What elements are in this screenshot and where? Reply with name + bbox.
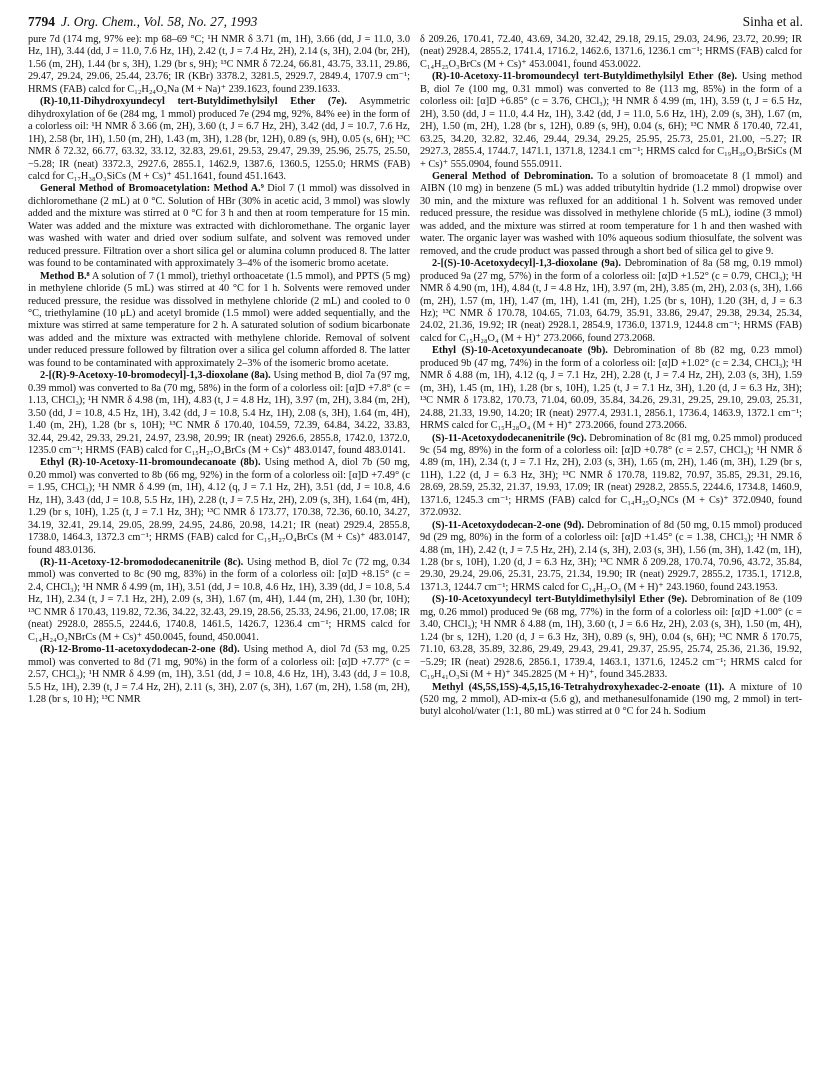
paragraph-body: Using method A, diol 7d (53 mg, 0.25 mmol) was converted to 8d (71 mg, 90%) in the form of a colorless oil: [α]D +7.77° (c = 2.57, CHCl₃); ¹H NMR δ 4.99 (m, 1H), 3.51 (dd, J = 10.8, 4.6 Hz, 1H), 3.43 (dd, J = 10.8, 5.5 Hz, 1H), 2.39 (t, J = 7.4 Hz, 2H), 2.11 (s, 3H), 2.07 (s, 3H), 1.67 (m, 2H), 1.58 (m, 2H), 1.28 (br s, 10 H); ¹³C NMR	[28, 644, 410, 706]
paragraph	[28, 644, 410, 706]
paragraph	[420, 71, 802, 171]
paragraph-body: Diol 7 (1 mmol) was dissolved in dichloromethane (2 mL) at 0 °C. Solution of HBr (30% in acetic acid, 3 mmol) was slowly added and the mixture was stirred at 0 °C for 3 h and then at room temperature for 15 min. Water was added and the mixture was extracted with dichloromethane. The organic layer was washed with water and dried over sodium sulfate, and solvent was removed under reduced pressure. Filtration over a short silica gel or alumina column produced 8. The latter was found to be contaminated with approximately 3–4% of the isomeric bromo acetate.	[28, 183, 410, 270]
paragraph-body: A solution of 7 (1 mmol), triethyl orthoacetate (1.5 mmol), and PPTS (5 mg) in methylene chloride (5 mL) was stirred at 40 °C for 1 h. Solvents were removed under reduced pressure, the residue was dissolved in methylene chloride (2 mL) and cooled to 0 °C, triethylamine (10 μL) and acetyl bromide (1.5 mmol) were added sequentially, and the mixture was stirred at same temperature for 2 h. A saturated solution of sodium bicarbonate was added and the mixture was extracted with methylene chloride. Removal of solvent under reduced pressure followed by filtration over a silica gel column afforded 8. The latter was found to be contaminated with approximately 2–3% of the isomeric bromo acetate.	[28, 270, 410, 369]
paragraph	[420, 433, 802, 520]
paragraph-heading: General Method of Debromination.	[432, 170, 594, 182]
paragraph-body: Debromination of 8b (82 mg, 0.23 mmol) produced 9b (47 mg, 74%) in the form of a colorless oil: [α]D +1.02° (c = 2.34, CHCl₃); ¹H NMR δ 4.88 (m, 1H), 4.12 (q, J = 7.1 Hz, 2H), 2.28 (t, J = 7.4 Hz, 2H), 2.03 (s, 3H), 1.59 (m, 3H), 1.45 (m, 1H), 1.28 (br s, 10H), 1.25 (t, J = 7.1 Hz, 3H), 1.20 (d, J = 6.3 Hz, 3H); ¹³C NMR δ 173.82, 170.73, 71.04, 60.09, 35.84, 34.26, 29.31, 29.25, 29.10, 29.03, 25.31, 24.88, 21.33, 19.90, 14.20; IR (neat) 2977.4, 2931.1, 2856.1, 1736.4, 1463.9, 1372.1 cm⁻¹; HRMS calcd for C₁₅H₂₈O₄ (M + H)⁺ 273.2066, found 273.2066.	[420, 345, 802, 432]
paragraph-heading: Ethyl (R)-10-Acetoxy-11-bromoundecanoate (8b).	[40, 457, 261, 469]
journal-citation: J. Org. Chem., Vol. 58, No. 27, 1993	[61, 14, 258, 29]
paragraph-heading: General Method of Bromoacetylation: Method A.⁹	[40, 183, 264, 195]
paragraph-heading: (R)-10,11-Dihydroxyundecyl tert-Butyldimethylsilyl Ether (7e).	[40, 96, 347, 108]
paragraph-heading: (S)-11-Acetoxydodecanenitrile (9c).	[432, 432, 587, 444]
left-column	[28, 34, 410, 1064]
paragraph	[28, 34, 410, 96]
paragraph-heading: (S)-10-Acetoxyundecyl tert-Butyldimethylsilyl Ether (9e).	[432, 594, 688, 606]
paragraph-body: A mixture of 10 (520 mg, 2 mmol), AD-mix-α (5.6 g), and methanesulfonamide (190 mg, 2 mmol) in tert-butyl alcohol/water (1:1, 80 mL) was stirred at 0 °C for 24 h. Sodium	[420, 681, 802, 718]
paragraph-body: Debromination of 8d (50 mg, 0.15 mmol) produced 9d (29 mg, 80%) in the form of a colorless oil: [α]D +1.45° (c = 1.38, CHCl₃); ¹H NMR δ 4.88 (m, 1H), 2.42 (t, J = 7.5 Hz, 2H), 2.14 (s, 3H), 2.03 (s, 3H), 1.56 (m, 3H), 1.42 (m, 1H), 1.28 (br s, 10H), 1.20 (d, J = 6.3 Hz, 3H); ¹³C NMR δ 209.28, 170.74, 70.96, 43.72, 35.84, 29.30, 29.24, 29.06, 25.31, 23.75, 21.34, 19.90; IR (neat) 2929.7, 2855.2, 1735.1, 1712.8, 1371.3, 1244.7 cm⁻¹; HRMS calcd for C₁₄H₂₇O₃ (M + H)⁺ 243.1960, found 243.1953.	[420, 519, 802, 593]
paragraph-heading: (R)-12-Bromo-11-acetoxydodecan-2-one (8d).	[40, 644, 240, 656]
paragraph-body: Debromination of 8a (58 mg, 0.19 mmol) produced 9a (27 mg, 57%) in the form of a colorless oil: [α]D +1.52° (c = 0.79, CHCl₃); ¹H NMR δ 4.90 (m, 1H), 4.84 (t, J = 4.8 Hz, 1H), 3.97 (m, 2H), 3.85 (m, 2H), 2.03 (s, 3H), 1.66 (m, 2H), 1.57 (m, 1H), 1.47 (m, 1H), 1.41 (m, 2H), 1.25 (br s, 10H), 1.20 (3H, d, J = 6.3 Hz); ¹³C NMR δ 170.78, 104.65, 71.03, 64.79, 35.91, 33.86, 29.47, 29.38, 29.34, 25.34, 24.02, 21.36, 19.92; IR (neat) 2928.1, 2854.9, 1736.0, 1371.9, 1244.8 cm⁻¹; HRMS (FAB) calcd for C₁₅H₂₈O₄ (M + H)⁺ 273.2066, found 273.2068.	[420, 258, 802, 344]
paragraph-heading: (R)-11-Acetoxy-12-bromododecanenitrile (8c).	[40, 557, 244, 569]
paragraph	[28, 557, 410, 644]
paragraph-body: Asymmetric dihydroxylation of 6e (284 mg, 1 mmol) produced 7e (294 mg, 92%, 84% ee) in the form of a colorless oil: ¹H NMR δ 3.66 (m, 2H), 3.60 (t, J = 6.7 Hz, 2H), 3.42 (dd, J = 10.7, 7.6 Hz, 1H), 2.58 (br, 1H), 1.50 (m, 2H), 1.43 (m, 3H), 1.28 (br, 12H), 0.89 (s, 9H), 0.05 (s, 6H); ¹³C NMR δ 72.32, 66.77, 63.32, 33.12, 32.83, 29.61, 29.53, 29.47, 29.39, 25.96, 25.75, 25.50, −5.28; IR (neat) 3372.3, 2927.6, 2855.1, 1462.9, 1387.6, 1360.5, 1255.0; HRMS (FAB) calcd for C₁₇H₃₈O₃SiCs (M + Cs)⁺ 451.1641, found 451.1643.	[28, 96, 410, 182]
paragraph-heading: (R)-10-Acetoxy-11-bromoundecyl tert-Butyldimethylsilyl Ether (8e).	[432, 71, 738, 83]
paragraph	[28, 370, 410, 457]
page-number: 7794	[28, 14, 55, 29]
paragraph-body: Debromination of 8e (109 mg, 0.26 mmol) produced 9e (68 mg, 77%) in the form of a colorless oil: [α]D +1.00° (c = 3.40, CHCl₃); ¹H NMR δ 4.88 (m, 1H), 3.60 (t, J = 6.6 Hz, 2H), 2.03 (s, 3H), 1.50 (m, 4H), 1.24 (br s, 12H), 1.20 (d, J = 6.3 Hz, 3H), 0.89 (s, 9H), 0.04 (s, 6H); ¹³C NMR δ 170.75, 71.10, 63.28, 35.89, 32.86, 29.49, 29.43, 29.41, 29.37, 25.95, 25.74, 25.36, 21.36, 19.92, −5.29; IR (neat) 2928.6, 2856.1, 1739.4, 1463.1, 1371.6, 1245.2 cm⁻¹; HRMS calcd for C₁₉H₄₁O₃Si (M + H)⁺ 345.2825 (M + H)⁺, found 345.2833.	[420, 594, 802, 681]
right-column	[420, 34, 802, 1064]
paragraph	[420, 171, 802, 258]
paragraph	[28, 183, 410, 270]
paragraph	[420, 34, 802, 71]
paragraph	[420, 345, 802, 432]
paragraph-body: Using method B, diol 7e (100 mg, 0.31 mmol) was converted to 8e (113 mg, 85%) in the form of a colorless oil: [α]D +6.85° (c = 3.76, CHCl₃); ¹H NMR δ 4.99 (m, 1H), 3.59 (t, J = 6.5 Hz, 2H), 3.50 (dd, J = 11.0, 4.4 Hz, 1H), 3.42 (dd, J = 11.0, 5.6 Hz, 1H), 2.09 (s, 3H), 1.67 (m, 2H), 1.50 (m, 2H), 1.28 (br s, 12H), 0.89 (s, 9H), 0.04 (s, 6H); ¹³C NMR δ 170.40, 72.41, 63.25, 34.20, 32.82, 32.46, 29.44, 29.34, 29.25, 25.95, 25.73, 25.01, 21.00, −5.27; IR 2927.3, 2855.4, 1744.7, 1471.1, 1371.8, 1234.1 cm⁻¹; HRMS calcd for C₁₉H₃₉O₃BrSiCs (M + Cs)⁺ 555.0904, found 555.0911.	[420, 71, 802, 170]
paragraph-heading: Ethyl (S)-10-Acetoxyundecanoate (9b).	[432, 345, 608, 357]
paragraph-body: δ 209.26, 170.41, 72.40, 43.69, 34.20, 32.42, 29.18, 29.15, 29.03, 24.96, 23.72, 20.99; IR (neat) 2928.4, 2855.2, 1741.4, 1716.2, 1462.6, 1371.6, 1236.1 cm⁻¹; HRMS (FAB) calcd for C₁₄H₂₅O₃BrCs (M + Cs)⁺ 453.0041, found 453.0022.	[420, 34, 802, 70]
paragraph-heading: Methyl (4S,5S,15S)-4,5,15,16-Tetrahydroxyhexadec-2-enoate (11).	[432, 681, 725, 693]
paragraph-body: Debromination of 8c (81 mg, 0.25 mmol) produced 9c (54 mg, 89%) in the form of a colorless oil: [α]D +0.78° (c = 2.57, CHCl₃); ¹H NMR δ 4.89 (m, 1H), 2.34 (t, J = 7.1 Hz, 2H), 2.03 (s, 3H), 1.65 (m, 2H), 1.46 (m, 3H), 1.29 (br s, 11H), 1.22 (d, J = 6.3 Hz, 3H); ¹³C NMR δ 170.78, 119.82, 70.97, 35.85, 29.31, 29.16, 28.69, 28.59, 25.32, 21.37, 19.93, 17.09; IR (neat) 2928.2, 2855.5, 2244.6, 1734.8, 1460.9, 1371.6, 1245.3 cm⁻¹; HRMS (FAB) calcd for C₁₄H₂₅O₂NCs (M + Cs)⁺ 372.0940, found 372.0932.	[420, 432, 802, 519]
page-header	[28, 14, 803, 36]
paragraph	[28, 271, 410, 371]
paragraph	[28, 96, 410, 183]
paragraph-heading: 2-[(S)-10-Acetoxydecyl]-1,3-dioxolane (9a).	[432, 258, 621, 270]
paragraph	[420, 258, 802, 345]
paragraph-body: Using method B, diol 7c (72 mg, 0.34 mmol) was converted to 8c (90 mg, 83%) in the form of a colorless oil: [α]D +8.15° (c = 2.4, CHCl₃); ¹H NMR δ 4.99 (m, 1H), 3.51 (dd, J = 10.8, 4.6 Hz, 1H), 3.39 (dd, J = 10.8, 5.4 Hz, 1H), 2.34 (t, J = 7.1 Hz, 2H), 2.09 (s, 3H), 1.67 (m, 4H), 1.44 (m, 2H), 1.30 (br, 10H); ¹³C NMR δ 170.43, 119.82, 72.36, 34.22, 32.43, 29.19, 28.56, 25.33, 24.96, 21.00, 17.08; IR (neat) 2928.0, 2855.5, 2244.6, 1740.8, 1461.5, 1426.7, 1236.4 cm⁻¹; HRMS calcd for C₁₄H₂₄O₂NBrCs (M + Cs)⁺ 450.0045, found, 450.0041.	[28, 557, 410, 643]
paragraph-body: Using method A, diol 7b (50 mg, 0.20 mmol) was converted to 8b (66 mg, 92%) in the form of a colorless oil: [α]D +7.49° (c = 1.95, CHCl₃); ¹H NMR δ 4.99 (m, 1H), 4.12 (q, J = 7.1 Hz, 2H), 3.51 (dd, J = 10.8, 4.6 Hz, 1H), 3.43 (dd, J = 10.8, 5.5 Hz, 1H), 2.28 (t, J = 7.5 Hz, 2H), 2.09 (s, 3H), 1.64 (m, 4H), 1.29 (br s, 10H), 1.25 (t, J = 7.1 Hz, 3H); ¹³C NMR δ 173.77, 170.38, 72.36, 60.10, 34.27, 34.19, 32.41, 29.14, 29.05, 28.99, 24.95, 24.86, 20.98, 14.21; IR (neat) 2929.4, 2855.8, 1738.0, 1464.3, 1372.3 cm⁻¹; HRMS (FAB) calcd for C₁₅H₂₇O₄BrCs (M + Cs)⁺ 483.0147, found 483.0136.	[28, 457, 410, 556]
paragraph-heading: (S)-11-Acetoxydodecan-2-one (9d).	[432, 519, 584, 531]
paragraph	[420, 682, 802, 719]
paragraph	[28, 457, 410, 557]
paragraph	[420, 594, 802, 681]
paragraph-body: Using method B, diol 7a (97 mg, 0.39 mmol) was converted to 8a (70 mg, 58%) in the form of a colorless oil: [α]D +7.8° (c = 1.13, CHCl₃); ¹H NMR δ 4.98 (m, 1H), 4.83 (t, J = 4.8 Hz, 1H), 3.97 (m, 2H), 3.84 (m, 2H), 3.50 (dd, J = 10.8, 4.5 Hz, 1H), 3.42 (dd, J = 10.8, 5.4 Hz, 1H), 2.08 (s, 3H), 1.64 (m, 4H), 1.40 (m, 2H), 1.28 (br s, 10H); ¹³C NMR δ 170.40, 104.59, 72.39, 64.84, 34.22, 33.83, 32.44, 29.42, 29.33, 29.21, 24.97, 23.98, 20.99; IR (neat) 2926.6, 2855.8, 1742.0, 1372.0, 1235.0 cm⁻¹; HRMS (FAB) calcd for C₁₅H₂₇O₄BrCs (M + Cs)⁺ 483.0147, found 483.0141.	[28, 370, 410, 456]
running-head-authors: Sinha et al.	[742, 14, 803, 29]
paragraph-body: pure 7d (174 mg, 97% ee): mp 68–69 °C; ¹H NMR δ 3.71 (m, 1H), 3.66 (dd, J = 11.0, 3.0 Hz, 1H), 3.44 (dd, J = 11.0, 7.6 Hz, 1H), 2.42 (t, J = 7.4 Hz, 2H), 2.14 (s, 3H), 2.04 (br, 2H), 1.56 (m, 2H), 1.44 (br s, 3H), 1.29 (br s, 9H); ¹³C NMR δ 72.24, 66.81, 43.75, 33.11, 29.86, 29.47, 29.24, 29.06, 25.44, 23.76; IR (KBr) 3378.2, 3281.5, 2929.7, 2849.4, 1707.9 cm⁻¹; HRMS (FAB) calcd for C₁₂H₂₄O₃Na (M + Na)⁺ 239.1623, found 239.1633.	[28, 34, 410, 95]
paragraph-heading: Method B.⁸	[40, 270, 90, 282]
paragraph-body: To a solution of bromoacetate 8 (1 mmol) and AIBN (10 mg) in benzene (5 mL) was added tributyltin hydride (1.2 mmol) dropwise over 30 min, and the mixture was refluxed for an additional 1 h. Solvent was removed under reduced pressure, the residue was dissolved in methylene chloride (5 mL), iodine (3 mmol) was added, and the mixture was stirred at room temperature for 1 h and then washed with water. The organic layer was washed with 10% aqueous sodium thiosulfate, the solvent was removed, and the crude product was passed through a short bed of silica gel to give 9.	[420, 170, 802, 257]
paragraph	[420, 520, 802, 595]
header-left	[28, 14, 257, 30]
paragraph-heading: 2-[(R)-9-Acetoxy-10-bromodecyl]-1,3-dioxolane (8a).	[40, 370, 271, 382]
